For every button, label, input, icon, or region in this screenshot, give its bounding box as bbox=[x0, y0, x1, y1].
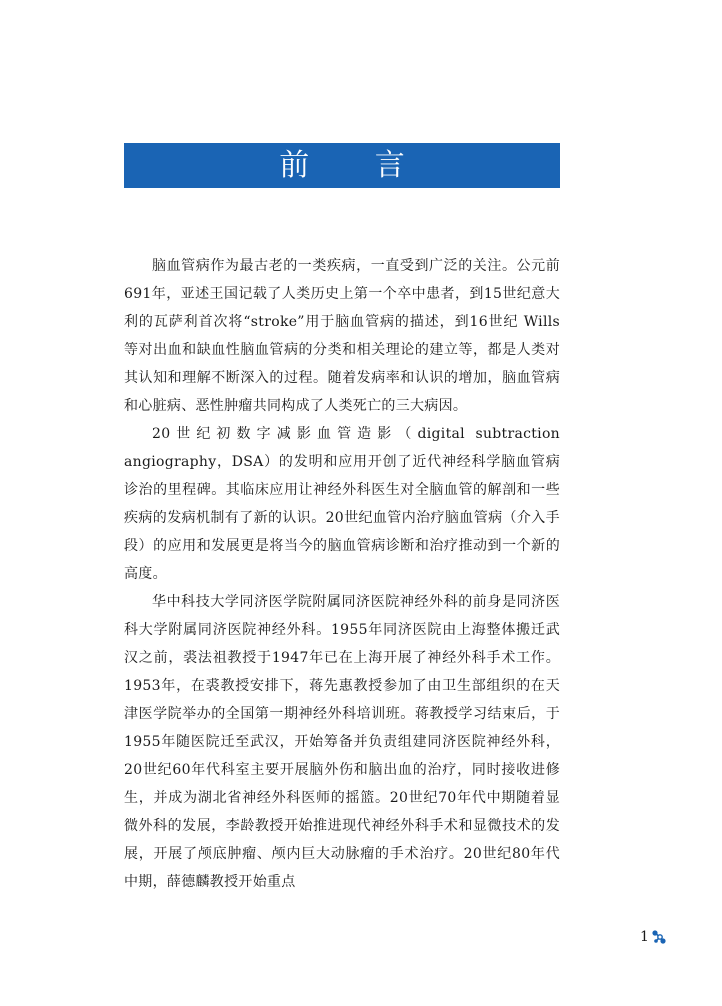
paragraph-1: 脑血管病作为最古老的一类疾病，一直受到广泛的关注。公元前691年，亚述王国记载了人类历史上第一个卒中患者，到15世纪意大利的瓦萨利首次将“stroke”用于脑血管病的描述，到16世纪 Wills 等对出血和缺血性脑血管病的分类和相关理论的建立等，都是人类对其认知和理解不断深入的过程。随着发病率和认识的增加，脑血管病和心脏病、恶性肿瘤共同构成了人类死亡的三大病因。 bbox=[124, 258, 560, 414]
preface-body bbox=[124, 252, 560, 896]
page-footer bbox=[640, 927, 667, 947]
page-title: 前 言 bbox=[279, 147, 433, 183]
title-banner bbox=[124, 143, 560, 188]
molecule-icon bbox=[651, 929, 667, 945]
paragraph-2: 20世纪初数字减影血管造影（digital subtraction angiography，DSA）的发明和应用开创了近代神经科学脑血管病诊治的里程碑。其临床应用让神经外科医生对全脑血管的解剖和一些疾病的发病机制有了新的认识。20世纪血管内治疗脑血管病（介入手段）的应用和发展更是将当今的脑血管病诊断和治疗推动到一个新的高度。 bbox=[124, 426, 560, 582]
paragraph-3: 华中科技大学同济医学院附属同济医院神经外科的前身是同济医科大学附属同济医院神经外科。1955年同济医院由上海整体搬迁武汉之前，裘法祖教授于1947年已在上海开展了神经外科手术工作。1953年，在裘教授安排下，蒋先惠教授参加了由卫生部组织的在天津医学院举办的全国第一期神经外科培训班。蒋教授学习结束后，于1955年随医院迁至武汉，开始筹备并负责组建同济医院神经外科，20世纪60年代科室主要开展脑外伤和脑出血的治疗，同时接收进修生，并成为湖北省神经外科医师的摇篮。20世纪70年代中期随着显微外科的发展，李龄教授开始推进现代神经外科手术和显微技术的发展，开展了颅底肿瘤、颅内巨大动脉瘤的手术治疗。20世纪80年代中期，薛德麟教授开始重点 bbox=[124, 594, 560, 890]
page-number: 1 bbox=[640, 929, 649, 945]
